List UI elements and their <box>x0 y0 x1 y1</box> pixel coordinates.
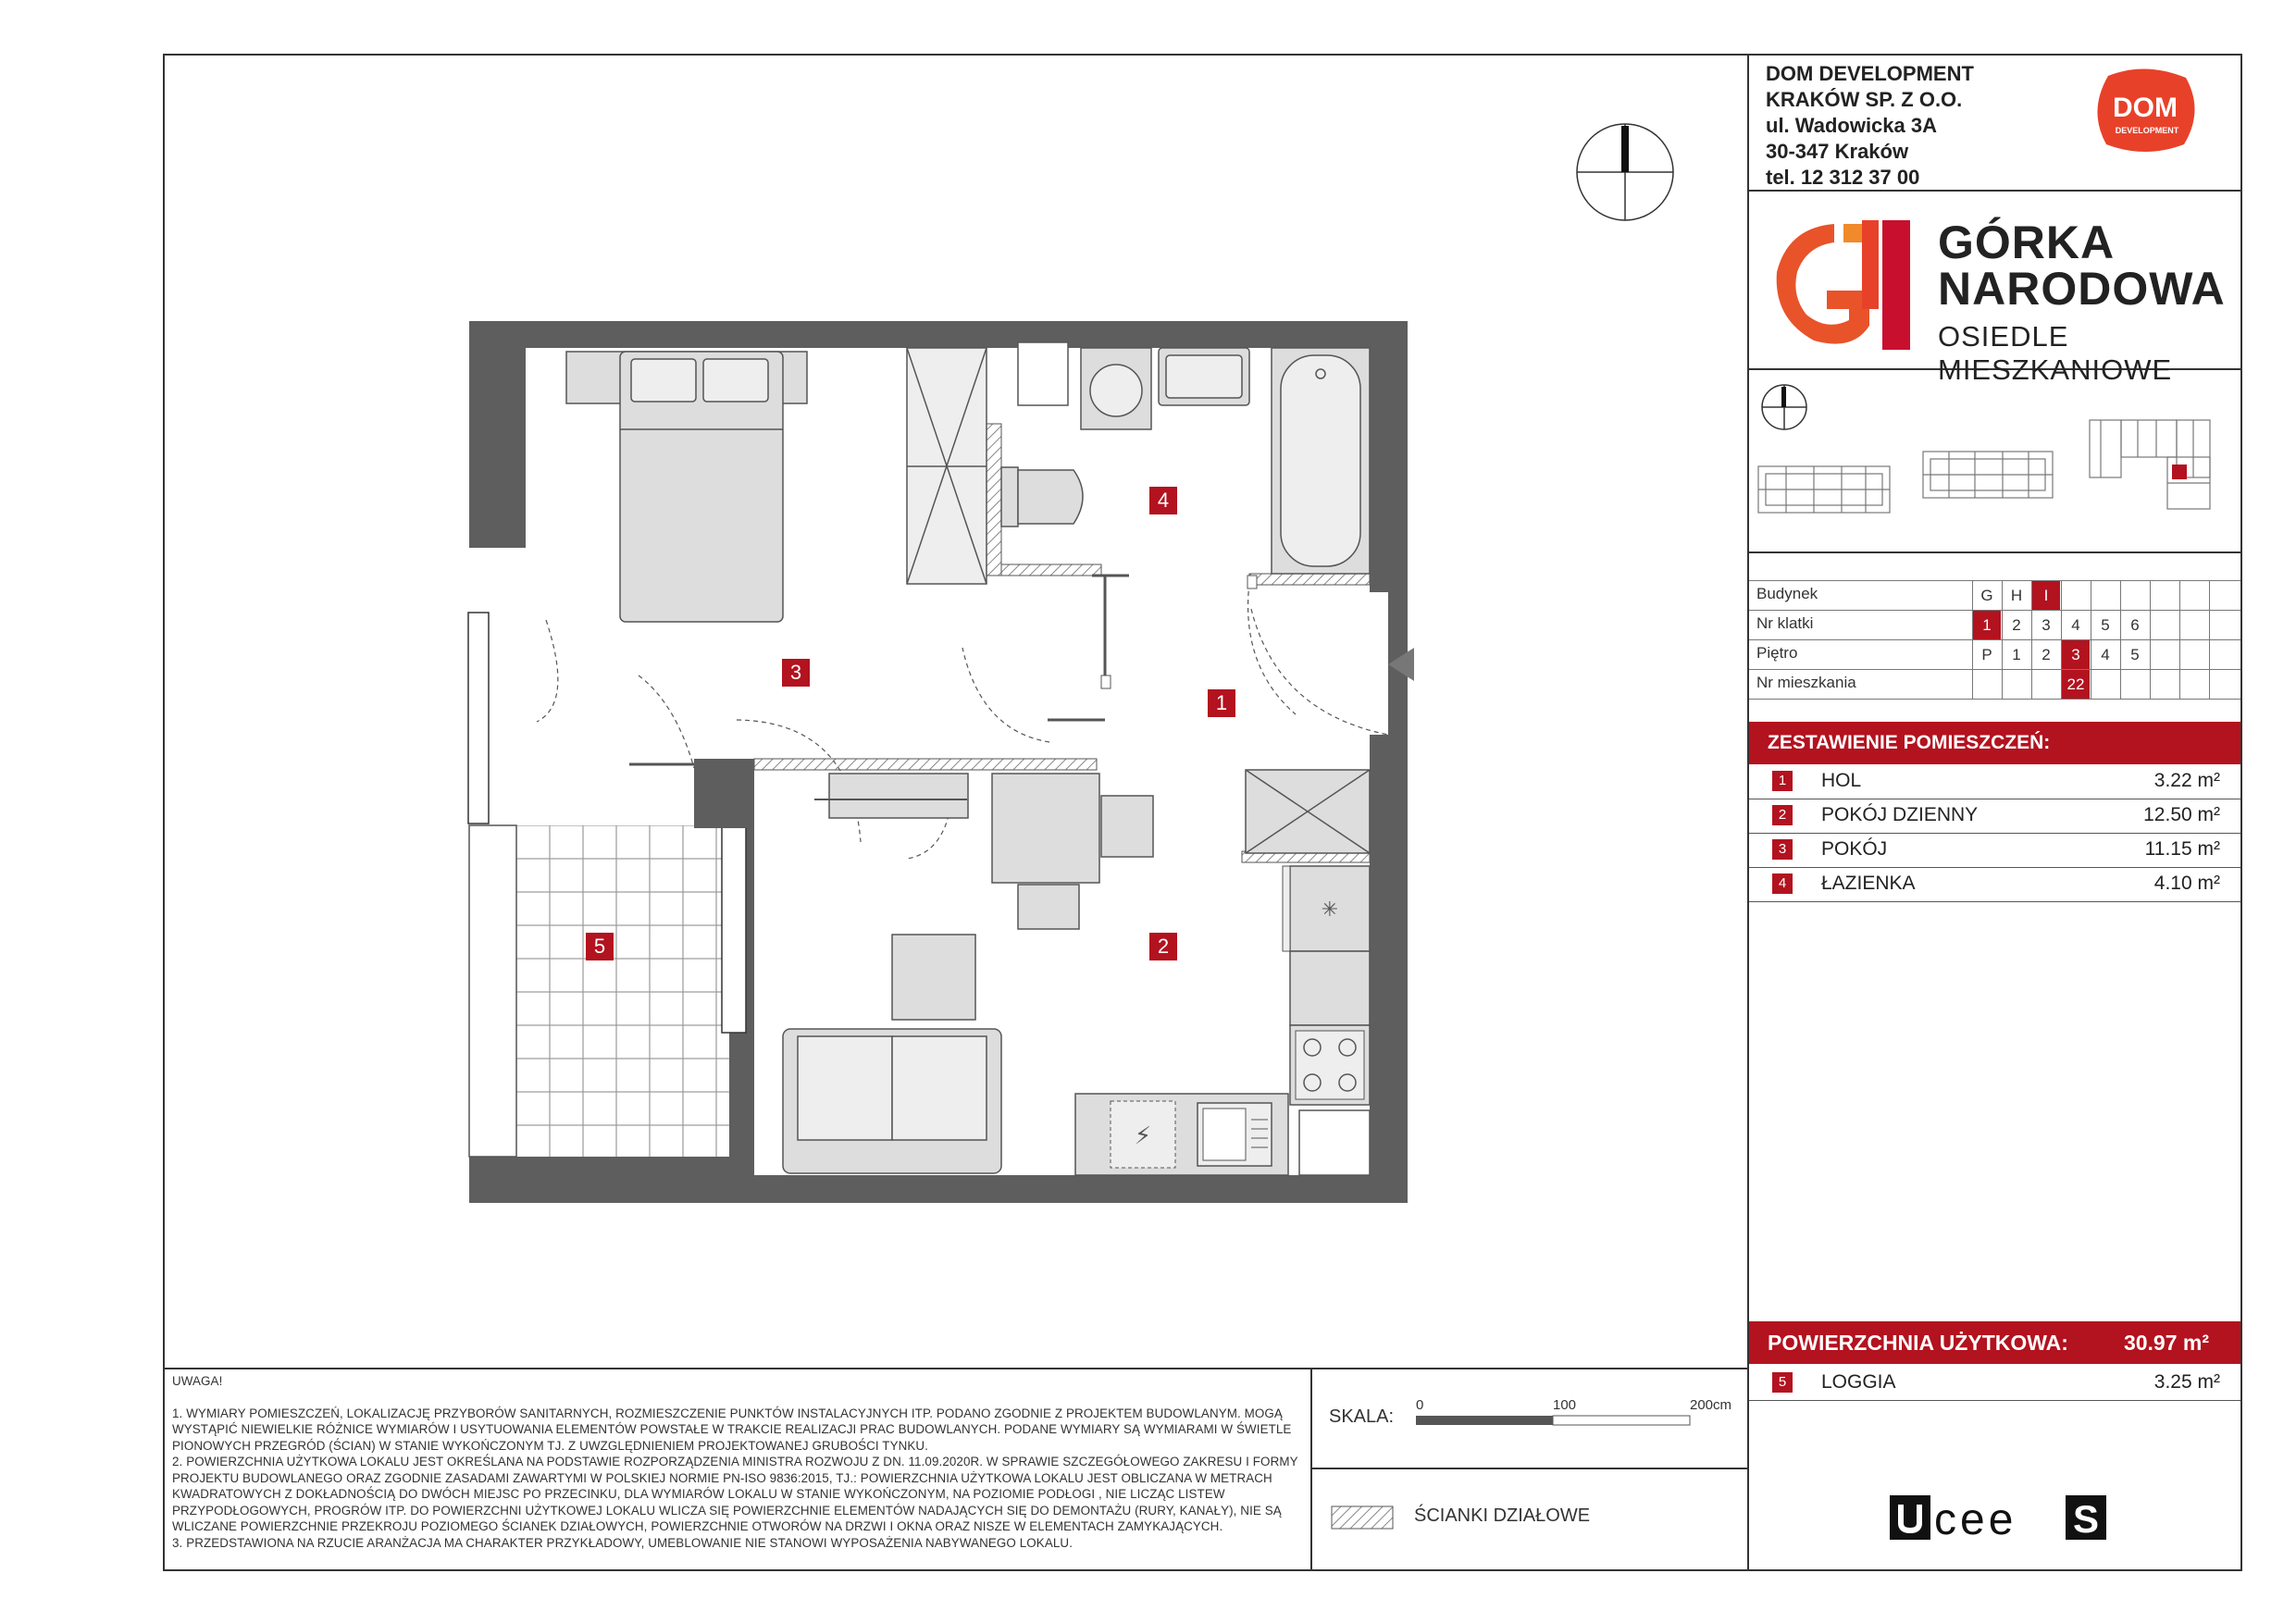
dom-logo-subtext: DEVELOPMENT <box>2115 126 2179 135</box>
plan-label-lazienka: 4 <box>1149 487 1177 514</box>
plan-label-pokoj-dzienny: 2 <box>1149 933 1177 960</box>
ucees-logo <box>1888 1492 2110 1543</box>
room-num: 1 <box>1772 771 1793 791</box>
info-cell <box>2179 611 2208 639</box>
info-cell: 3 <box>2031 611 2060 639</box>
room-num: 2 <box>1772 805 1793 825</box>
info-cell: 4 <box>2091 640 2119 669</box>
dom-development-logo <box>2090 67 2203 155</box>
info-cell <box>2091 670 2119 699</box>
svg-text:⚡: ⚡ <box>1134 1122 1152 1150</box>
info-cell: I <box>2031 581 2060 610</box>
partition-wall-kitchen <box>1249 574 1370 585</box>
info-cell: 5 <box>2091 611 2119 639</box>
info-cell <box>2209 640 2238 669</box>
key-plan <box>1749 378 2241 526</box>
room-row <box>1749 764 2240 799</box>
info-cell: P <box>1972 640 2001 669</box>
info-cell <box>2120 581 2149 610</box>
plan-label-hol: 1 <box>1208 689 1235 717</box>
info-row-line <box>1749 699 2240 700</box>
shaft-top <box>1018 342 1068 405</box>
info-cell: 22 <box>2061 670 2090 699</box>
company-phone: tel. 12 312 37 00 <box>1766 166 1920 189</box>
total-area-label: POWIERZCHNIA UŻYTKOWA: <box>1768 1331 2068 1355</box>
plan-label-loggia: 5 <box>586 933 614 960</box>
loggia-num: 5 <box>1772 1372 1793 1393</box>
loggia-name: LOGGIA <box>1821 1371 1896 1393</box>
info-label: Budynek <box>1756 585 1818 602</box>
info-top-line <box>1749 580 2240 581</box>
info-cell <box>2091 581 2119 610</box>
project-logo <box>1769 217 2232 386</box>
info-cell <box>2179 581 2208 610</box>
company-name: DOM DEVELOPMENT <box>1766 62 1974 85</box>
info-cell <box>2150 670 2178 699</box>
info-cell: 2 <box>2002 611 2030 639</box>
key-plan-building-g <box>1758 466 1890 513</box>
floor-plan <box>463 315 1416 1212</box>
room-num: 4 <box>1772 873 1793 894</box>
info-cell <box>1972 670 2001 699</box>
room-area: 11.15 m² <box>2144 838 2220 860</box>
info-cell <box>2150 581 2178 610</box>
info-cell: 1 <box>2002 640 2030 669</box>
info-cell <box>2002 670 2030 699</box>
coffee-table <box>892 935 975 1020</box>
partition-wall-bath-bottom <box>1001 564 1101 576</box>
company-address <box>1766 61 1974 191</box>
note-3: 3. PRZEDSTAWIONA NA RZUCIE ARANŻACJA MA CHARAKTER PRZYKŁADOWY, UMEBLOWANIE NIE STANOWI WYPOSAŻENIA NABYWANEGO LOKALU. <box>172 1535 1074 1550</box>
svg-text:cee: cee <box>1934 1495 2017 1543</box>
sidebar-rule-3 <box>1747 551 2242 553</box>
room-row <box>1749 867 2240 902</box>
info-label: Nr mieszkania <box>1756 674 1856 691</box>
info-cell <box>2120 670 2149 699</box>
info-cell <box>2150 640 2178 669</box>
small-compass-icon <box>1762 385 1806 429</box>
dom-logo-text: DOM <box>2113 93 2178 123</box>
room-name: HOL <box>1821 770 1862 791</box>
note-1: 1. WYMIARY POMIESZCZEŃ, LOKALIZACJĘ PRZYBORÓW SANITARNYCH, ROZMIESZCZENIE PUNKTÓW INSTALACYJNYCH ITP. PODANO ZGODNIE Z PROJEKTEM BUDOWLANYM. MOGĄ WYSTĄPIĆ NIEWIELKIE RÓŻNICE WYMIARÓW I USYTUOWANIA ELEMENTÓW POWSTAŁE W TRAKCIE REALIZACJI PRAC BUDOWLANYCH. PODANE WYMIARY SĄ WYMIARAMI W ŚWIETLE PIONOWYCH PRZEGRÓD (ŚCIAN) W STANIE WYKOŃCZONYM TJ. Z UWZGLĘDNIENIEM PROJEKTOWANEJ GRUBOŚCI TYNKU. <box>172 1406 1292 1453</box>
room-num: 3 <box>1772 839 1793 860</box>
window-left <box>468 613 489 824</box>
info-cell: H <box>2002 581 2030 610</box>
company-street: ul. Wadowicka 3A <box>1766 114 1938 137</box>
company-city: 30-347 Kraków <box>1766 140 1909 163</box>
notes-section <box>172 1373 1301 1551</box>
room-row <box>1749 833 2240 868</box>
info-cell: 6 <box>2120 611 2149 639</box>
scale-tick-100: 100 <box>1553 1397 1577 1413</box>
loggia-area: 3.25 m² <box>2153 1371 2220 1393</box>
loggia-row <box>1749 1366 2240 1401</box>
footer-divider <box>163 1368 1749 1369</box>
info-cell <box>2179 670 2208 699</box>
loggia-floor <box>516 825 729 1157</box>
project-name-1: GÓRKA <box>1938 217 2116 268</box>
info-cell <box>2031 670 2060 699</box>
key-plan-building-h <box>1923 452 2053 498</box>
north-compass-icon <box>1573 120 1677 224</box>
info-label: Nr klatki <box>1756 614 1814 632</box>
scale-tick-200: 200cm <box>1690 1397 1732 1413</box>
room-area: 12.50 m² <box>2143 804 2220 825</box>
key-plan-building-i <box>2090 420 2210 509</box>
room-area: 4.10 m² <box>2153 873 2220 894</box>
partition-wall-horizontal <box>754 759 1097 770</box>
project-name-2: NARODOWA <box>1938 263 2226 315</box>
key-plan-highlight <box>2172 465 2187 479</box>
info-cell <box>2061 581 2090 610</box>
room-area: 3.22 m² <box>2153 770 2220 791</box>
info-cell <box>2209 670 2238 699</box>
info-cell: 5 <box>2120 640 2149 669</box>
toilet <box>1001 467 1018 527</box>
room-name: ŁAZIENKA <box>1821 873 1916 894</box>
notes-divider <box>1310 1368 1312 1571</box>
balcony-door <box>722 822 746 1033</box>
info-cell <box>2209 611 2238 639</box>
shaft-bottom <box>1299 1110 1370 1175</box>
scale-bar <box>1416 1414 1694 1427</box>
company-legal: KRAKÓW SP. Z O.O. <box>1766 88 1963 111</box>
room-row <box>1749 799 2240 834</box>
project-subtitle: OSIEDLE MIESZKANIOWE <box>1938 320 2173 386</box>
partition-wall-bath <box>987 424 1001 576</box>
tv-shelf <box>829 774 968 818</box>
dining-table <box>992 774 1099 883</box>
total-area-bar <box>1749 1321 2240 1364</box>
plan-label-pokoj: 3 <box>782 659 810 687</box>
scale-tick-0: 0 <box>1416 1397 1424 1413</box>
note-2: 2. POWIERZCHNIA UŻYTKOWA LOKALU JEST OKREŚLANA NA PODSTAWIE ROZPORZĄDZENIA MINISTRA ROZWOJU Z DN. 11.09.2020R. W SPRAWIE SZCZEGÓŁOWEGO ZAKRESU I FORMY PROJEKTU BUDOWLANEGO ORAZ ZGODNIE ZASADAMI ZAWARTYMI W POLSKIEJ NORMIE PN-ISO 9836:2015, TJ.: POWIERZCHNIA UŻYTKOWA LOKALU JEST OBLICZANA W METRACH KWADRATOWYCH Z DOKŁADNOŚCIĄ DO DWÓCH MIEJSC PO PRZECINKU, DLA WYMIARÓW LOKALU W STANIE WYKOŃCZONYM, NA POZIOMIE PODŁOGI , NIE LICZĄC LISTEW PRZYPODŁOGOWYCH, PROGRÓW ITP. DO POWIERZCHNI UŻYTKOWEJ LOKALU WLICZA SIĘ POWIERZCHNIE ELEMENTÓW NADAJĄCYCH SIĘ DO DEMONTAŻU (RURY, KANAŁY), NIE SĄ WLICZANE POWIERZCHNIE PRZEKROJU POZIOMEGO ŚCIANEK DZIAŁOWYCH, POWIERZCHNIE OTWORÓW NA DRZWI I OKNA ORAZ NISZE W ELEMENTACH ZAMYKAJĄCYCH. <box>172 1455 1298 1533</box>
rooms-header: ZESTAWIENIE POMIESZCZEŃ: <box>1749 722 2240 764</box>
info-cell <box>2150 611 2178 639</box>
info-cell <box>2209 581 2238 610</box>
info-cell: 1 <box>1972 611 2001 639</box>
room-name: POKÓJ <box>1821 838 1888 860</box>
info-label: Piętro <box>1756 644 1798 662</box>
svg-text:✳: ✳ <box>1321 898 1339 922</box>
info-cell: 3 <box>2061 640 2090 669</box>
notes-title: UWAGA! <box>172 1374 223 1388</box>
info-cell: 4 <box>2061 611 2090 639</box>
legend-hatch-swatch <box>1331 1505 1394 1530</box>
info-cell: G <box>1972 581 2001 610</box>
svg-text:S: S <box>2072 1497 2100 1541</box>
total-area-value: 30.97 m² <box>2123 1331 2209 1355</box>
room-name: POKÓJ DZIENNY <box>1821 804 1979 825</box>
scale-label: SKALA: <box>1329 1406 1395 1427</box>
scale-divider <box>1310 1468 1749 1469</box>
legend-label: ŚCIANKI DZIAŁOWE <box>1414 1505 1591 1526</box>
info-cell: 2 <box>2031 640 2060 669</box>
info-cell <box>2179 640 2208 669</box>
